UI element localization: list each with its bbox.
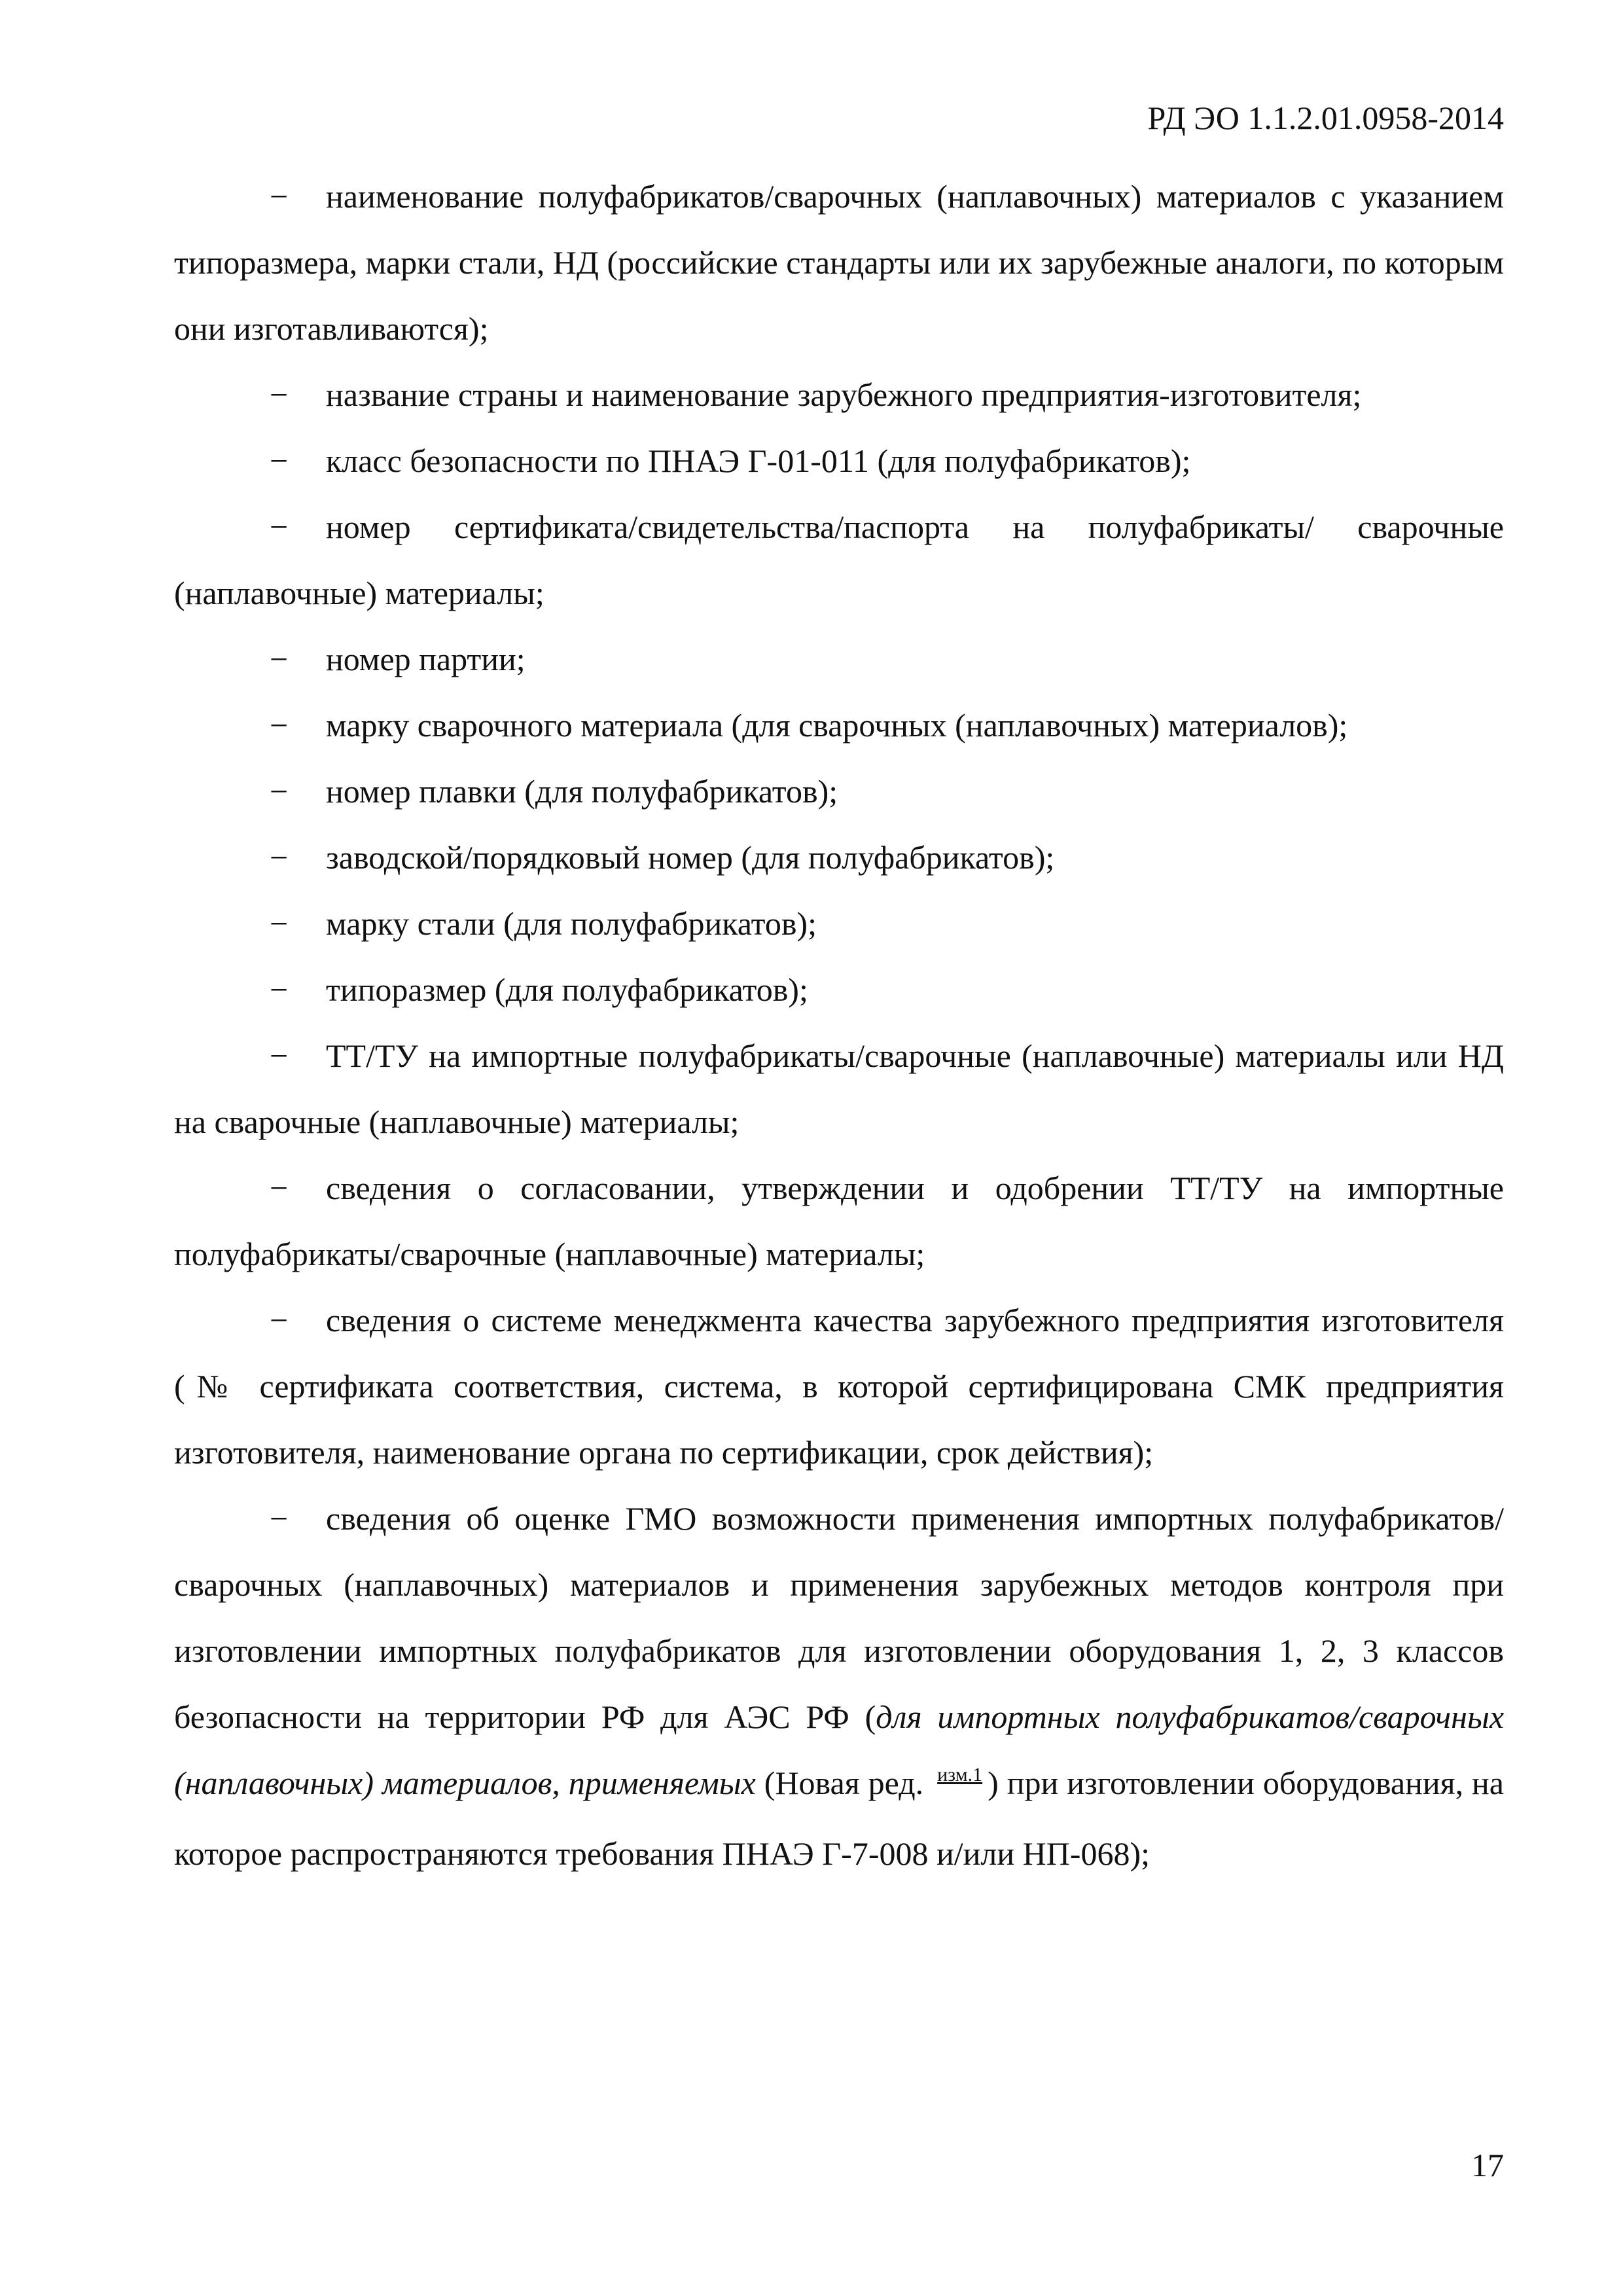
dash-marker: − <box>270 641 289 677</box>
list-item-text: класс безопасности по ПНАЭ Г-01-011 (для полуфабрикатов); <box>326 442 1191 479</box>
document-code-header: РД ЭО 1.1.2.01.0958-2014 <box>1147 99 1504 136</box>
dash-marker: − <box>270 376 289 413</box>
list-item-text: ) при изготовлении оборудования, на которое распространяются требования ПНАЭ Г-7-008 и/или НП-068); <box>174 1765 1505 1872</box>
dash-marker: − <box>270 442 289 479</box>
list-item <box>174 759 1504 825</box>
list-item-text: сведения о системе менеджмента качества зарубежного предприятия изготовителя (№ сертификата соответствия, система, в которой сертифицирована СМК предприятия изготовителя, наименование органа по сертификации, срок действия); <box>174 1302 1504 1471</box>
list-item <box>174 626 1504 692</box>
list-item-text: типоразмер (для полуфабрикатов); <box>326 971 808 1008</box>
list-item <box>174 957 1504 1023</box>
dash-marker: − <box>270 1037 289 1074</box>
list-item <box>174 362 1504 428</box>
list-item <box>174 164 1504 362</box>
dash-marker: − <box>270 1302 289 1338</box>
list-item <box>174 891 1504 957</box>
page-number: 17 <box>1471 2147 1504 2183</box>
revision-mark-link[interactable]: изм.1 <box>937 1764 983 1785</box>
dash-marker: − <box>270 839 289 876</box>
dash-marker: − <box>270 178 289 215</box>
list-item-text: марку сварочного материала (для сварочных (наплавочных) материалов); <box>326 707 1348 744</box>
list-item <box>174 825 1504 891</box>
list-item <box>174 494 1504 626</box>
list-item-text: номер партии; <box>326 641 526 677</box>
dash-marker: − <box>270 905 289 942</box>
dash-marker: − <box>270 971 289 1008</box>
list-item-text: марку стали (для полуфабрикатов); <box>326 905 817 942</box>
list-item-text: название страны и наименование зарубежного предприятия-изготовителя; <box>326 376 1362 413</box>
list-item-text: ТТ/ТУ на импортные полуфабрикаты/сварочные (наплавочные) материалы или НД на сварочные (наплавочные) материалы; <box>174 1037 1504 1140</box>
dash-marker: − <box>270 707 289 744</box>
list-item-text: номер плавки (для полуфабрикатов); <box>326 773 838 810</box>
list-item <box>174 692 1504 759</box>
dash-marker: − <box>270 1500 289 1537</box>
list-item <box>174 428 1504 494</box>
dash-marker: − <box>270 509 289 545</box>
dash-marker: − <box>270 1170 289 1206</box>
list-item-text: заводской/порядковый номер (для полуфабрикатов); <box>326 839 1055 876</box>
list-item-text: сведения об оценке ГМО возможности применения импортных полуфабрикатов/сварочных (наплавочных) материалов и применения зарубежных методов контроля при изготовлении импортных полуфабрикатов для изготовлении оборудования 1, 2, 3 классов безопасности на территории РФ для АЭС РФ ( <box>174 1500 1504 1735</box>
list-item-text: наименование полуфабрикатов/сварочных (наплавочных) материалов с указанием типоразмера, марки стали, НД (российские стандарты или их зарубежные аналоги, по которым они изготавливаются); <box>174 178 1504 347</box>
list-item-text: сведения о согласовании, утверждении и одобрении ТТ/ТУ на импортные полуфабрикаты/сварочные (наплавочные) материалы; <box>174 1170 1504 1272</box>
document-body <box>174 164 1504 1887</box>
list-item-text: (Новая ред. <box>755 1765 933 1801</box>
list-item <box>174 1287 1504 1486</box>
list-item <box>174 1155 1504 1287</box>
italic-clarification: для импортных полуфабрикатов/сварочных (наплавочных) материалов, применяемых <box>174 1698 1505 1801</box>
dash-marker: − <box>270 773 289 810</box>
list-item-text: номер сертификата/свидетельства/паспорта на полуфабрикаты/ сварочные (наплавочные) материалы; <box>174 509 1504 611</box>
list-item-gmo-assessment <box>174 1486 1504 1887</box>
list-item <box>174 1023 1504 1155</box>
